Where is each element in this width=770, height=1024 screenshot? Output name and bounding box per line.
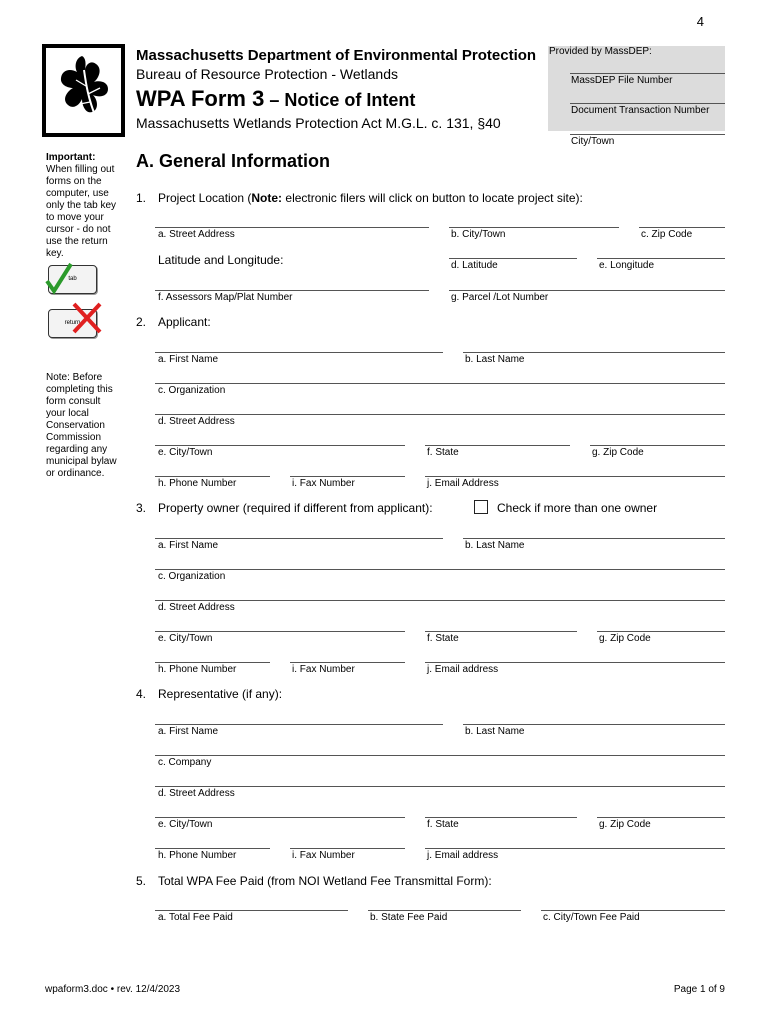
tab-key-label: tab — [68, 276, 77, 282]
q1-longitude-label: e. Longitude — [599, 260, 655, 271]
q1-parcel-field[interactable] — [449, 290, 725, 291]
q2-last-label: b. Last Name — [465, 354, 525, 365]
q5-total-label: a. Total Fee Paid — [158, 912, 233, 923]
q4-zip-field[interactable] — [597, 817, 725, 818]
q1-text — [158, 191, 583, 205]
q4-company-label: c. Company — [158, 757, 212, 768]
q4-email-label: j. Email address — [427, 850, 499, 861]
department-name: Massachusetts Department of Environmental Protection — [136, 47, 537, 64]
form-subtitle: – Notice of Intent — [264, 90, 416, 110]
act-reference: Massachusetts Wetlands Protection Act M.G.L. c. 131, §40 — [136, 115, 501, 131]
q1-city-field[interactable] — [449, 227, 619, 228]
q4-email-field[interactable] — [425, 848, 725, 849]
q4-first-label: a. First Name — [158, 726, 219, 737]
q4-last-field[interactable] — [463, 724, 725, 725]
q3-state-field[interactable] — [425, 631, 577, 632]
q4-phone-field[interactable] — [155, 848, 270, 849]
q3-first-label: a. First Name — [158, 540, 219, 551]
q2-state-field[interactable] — [425, 445, 570, 446]
q1-note: Note: — [251, 191, 283, 205]
important-text: When filling out forms on the computer, use only the tab key to move your cursor - do not use the return key. — [46, 164, 117, 259]
q3-last-label: b. Last Name — [465, 540, 525, 551]
q2-first-label: a. First Name — [158, 354, 219, 365]
q2-number: 2. — [136, 315, 147, 329]
q4-number: 4. — [136, 687, 147, 701]
form-title-main: WPA Form 3 — [136, 86, 265, 111]
q3-org-field[interactable] — [155, 569, 725, 570]
important-note — [46, 152, 118, 260]
q4-company-field[interactable] — [155, 755, 725, 756]
q4-phone-label: h. Phone Number — [158, 850, 237, 861]
q3-email-field[interactable] — [425, 662, 725, 663]
q4-street-field[interactable] — [155, 786, 725, 787]
provided-by-label: Provided by MassDEP: — [549, 46, 652, 57]
q3-city-field[interactable] — [155, 631, 405, 632]
q4-first-field[interactable] — [155, 724, 443, 725]
q1-assessors-label: f. Assessors Map/Plat Number — [158, 292, 293, 303]
q1-number: 1. — [136, 191, 147, 205]
q4-text: Representative (if any): — [158, 687, 283, 701]
q5-total-field[interactable] — [155, 910, 348, 911]
q3-text: Property owner (required if different from applicant): — [158, 501, 433, 515]
file-number-label: MassDEP File Number — [571, 75, 673, 86]
q1-zip-field[interactable] — [639, 227, 725, 228]
check-icon — [44, 261, 77, 295]
transaction-number-label: Document Transaction Number — [571, 105, 710, 116]
q2-text: Applicant: — [158, 315, 211, 329]
footer-doc-revision: wpaform3.doc • rev. 12/4/2023 — [45, 984, 181, 995]
section-a-title: A. General Information — [136, 151, 331, 171]
dep-city-town-label: City/Town — [571, 136, 615, 147]
multiple-owner-label: Check if more than one owner — [497, 501, 658, 515]
q1-latitude-label: d. Latitude — [451, 260, 498, 271]
q3-street-label: d. Street Address — [158, 602, 235, 613]
q2-org-label: c. Organization — [158, 385, 226, 396]
q2-first-field[interactable] — [155, 352, 443, 353]
form-title — [136, 86, 415, 112]
q1-latlong-label: Latitude and Longitude: — [158, 253, 284, 267]
q1-parcel-label: g. Parcel /Lot Number — [451, 292, 549, 303]
q3-last-field[interactable] — [463, 538, 725, 539]
q4-fax-label: i. Fax Number — [292, 850, 355, 861]
q2-state-label: f. State — [427, 447, 459, 458]
q4-fax-field[interactable] — [290, 848, 405, 849]
massdep-oak-leaf-logo — [42, 44, 125, 137]
q2-email-label: j. Email Address — [427, 478, 499, 489]
q3-phone-field[interactable] — [155, 662, 270, 663]
q3-street-field[interactable] — [155, 600, 725, 601]
q3-city-label: e. City/Town — [158, 633, 213, 644]
page-top-number: 4 — [696, 14, 704, 29]
q3-state-label: f. State — [427, 633, 459, 644]
q3-email-label: j. Email address — [427, 664, 499, 675]
q5-city-field[interactable] — [541, 910, 725, 911]
q2-fax-field[interactable] — [290, 476, 405, 477]
q1-zip-label: c. Zip Code — [641, 229, 693, 240]
q2-city-label: e. City/Town — [158, 447, 213, 458]
q5-number: 5. — [136, 874, 147, 888]
q2-org-field[interactable] — [155, 383, 725, 384]
q4-street-label: d. Street Address — [158, 788, 235, 799]
file-number-line[interactable] — [570, 73, 725, 74]
x-icon — [70, 300, 104, 336]
q1-city-label: b. City/Town — [451, 229, 506, 240]
dep-city-town-line[interactable] — [570, 134, 725, 135]
q4-state-field[interactable] — [425, 817, 577, 818]
footer-page-number: Page 1 of 9 — [673, 984, 725, 995]
q4-zip-label: g. Zip Code — [599, 819, 651, 830]
q2-zip-field[interactable] — [590, 445, 725, 446]
multiple-owner-checkbox[interactable] — [474, 500, 488, 514]
q2-phone-label: h. Phone Number — [158, 478, 237, 489]
q3-first-field[interactable] — [155, 538, 443, 539]
q2-city-field[interactable] — [155, 445, 405, 446]
q2-phone-field[interactable] — [155, 476, 270, 477]
q1-text-post: electronic filers will click on button to locate project site): — [282, 191, 583, 205]
q2-zip-label: g. Zip Code — [592, 447, 644, 458]
important-heading: Important: — [46, 152, 96, 163]
q2-last-field[interactable] — [463, 352, 725, 353]
note-text: Note: Before completing this form consult your local Conservation Commission regarding any municipal bylaw or ordinance. — [46, 372, 117, 479]
q3-phone-label: h. Phone Number — [158, 664, 237, 675]
q5-state-field[interactable] — [368, 910, 521, 911]
q3-zip-field[interactable] — [597, 631, 725, 632]
q4-state-label: f. State — [427, 819, 459, 830]
q4-city-field[interactable] — [155, 817, 405, 818]
q1-text-pre: Project Location ( — [158, 191, 252, 205]
q5-text: Total WPA Fee Paid (from NOI Wetland Fee Transmittal Form): — [158, 874, 492, 888]
q3-number: 3. — [136, 501, 147, 515]
q3-zip-label: g. Zip Code — [599, 633, 651, 644]
return-key-label: return — [64, 320, 81, 326]
q1-longitude-field[interactable] — [597, 258, 725, 259]
q3-org-label: c. Organization — [158, 571, 226, 582]
q3-fax-field[interactable] — [290, 662, 405, 663]
q1-assessors-field[interactable] — [155, 290, 429, 291]
q2-fax-label: i. Fax Number — [292, 478, 355, 489]
q2-street-label: d. Street Address — [158, 416, 235, 427]
q1-street-label: a. Street Address — [158, 229, 235, 240]
q5-state-label: b. State Fee Paid — [370, 912, 448, 923]
bureau-name: Bureau of Resource Protection - Wetlands — [136, 66, 398, 82]
q2-email-field[interactable] — [425, 476, 725, 477]
q4-last-label: b. Last Name — [465, 726, 525, 737]
q3-fax-label: i. Fax Number — [292, 664, 355, 675]
q1-street-field[interactable] — [155, 227, 429, 228]
q1-latitude-field[interactable] — [449, 258, 577, 259]
transaction-number-line[interactable] — [570, 103, 725, 104]
q2-street-field[interactable] — [155, 414, 725, 415]
q4-city-label: e. City/Town — [158, 819, 213, 830]
q5-city-label: c. City/Town Fee Paid — [543, 912, 640, 923]
massdep-box — [548, 46, 725, 131]
